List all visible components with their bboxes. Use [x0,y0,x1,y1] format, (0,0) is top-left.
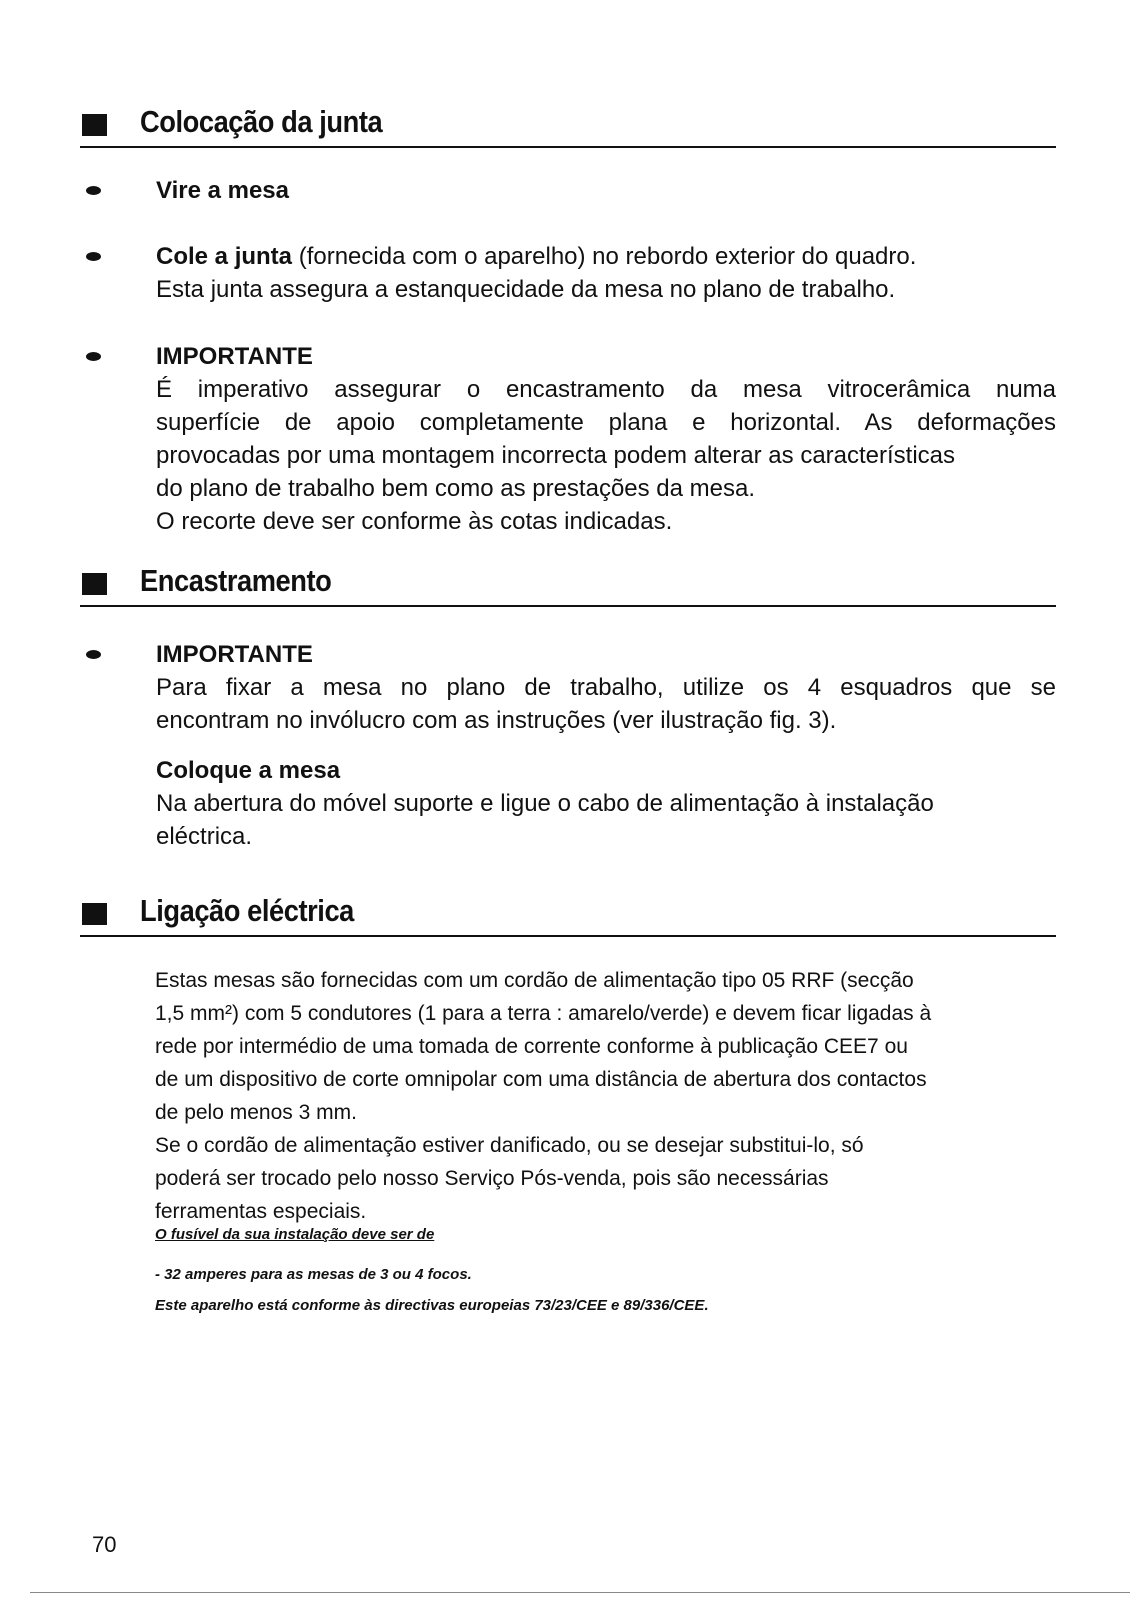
ligacao-paragraph [155,964,1055,1228]
paragraph-line: poderá ser trocado pelo nosso Serviço Pós-venda, pois são necessárias [155,1167,829,1190]
directive-note: Este aparelho está conforme às directivas europeias 73/23/CEE e 89/336/CEE. [155,1297,709,1314]
item-text: O recorte deve ser conforme às cotas indicadas. [156,508,673,535]
item-text: eléctrica. [156,823,253,850]
item-text: provocadas por uma montagem incorrecta podem alterar as características [156,442,956,469]
fuse-item: - 32 amperes para as mesas de 3 ou 4 focos. [155,1266,472,1283]
paragraph-line: rede por intermédio de uma tomada de corrente conforme à publicação CEE7 ou [155,1035,908,1058]
bullet-icon [86,252,101,261]
bullet-icon [86,650,101,659]
section-title: Ligação eléctrica [140,893,354,928]
item-text: Na abertura do móvel suporte e ligue o cabo de alimentação à instalação [156,790,934,817]
bullet-icon [86,352,101,361]
item-bold-text: Cole a junta [156,243,293,270]
spacer [156,737,1056,754]
fuse-heading: O fusível da sua instalação deve ser de [155,1226,435,1243]
bottom-rule [30,1592,1130,1593]
section-square-icon [82,573,107,595]
item-text: É imperativo assegurar o encastramento da mesa vitrocerâmica numa [156,376,1056,403]
section-square-icon [82,903,107,925]
paragraph-line: Se o cordão de alimentação estiver danificado, ou se desejar substitui-lo, só [155,1134,864,1157]
bullet-icon [86,186,101,195]
page-number: 70 [92,1532,117,1557]
item-text: (fornecida com o aparelho) no rebordo exterior do quadro. [292,243,917,270]
paragraph-line: de um dispositivo de corte omnipolar com uma distância de abertura dos contactos [155,1068,927,1091]
item-bold-text: IMPORTANTE [156,343,313,370]
item-bold-text: Vire a mesa [156,177,289,204]
section-title: Encastramento [140,563,332,598]
paragraph-line: de pelo menos 3 mm. [155,1101,357,1124]
paragraph-line: Estas mesas são fornecidas com um cordão de alimentação tipo 05 RRF (secção [155,969,914,992]
section-title: Colocação da junta [140,104,383,139]
item-bold-text: Coloque a mesa [156,757,341,784]
section-heading-colocacao-junta [80,104,1056,148]
item-text: Esta junta assegura a estanquecidade da mesa no plano de trabalho. [156,276,896,303]
section-heading-ligacao-electrica [80,893,1056,937]
section-square-icon [82,114,107,136]
section-heading-encastramento [80,563,1056,607]
item-text: superfície de apoio completamente plana e horizontal. As deformações [156,409,1056,436]
paragraph-line: 1,5 mm²) com 5 condutores (1 para a terra : amarelo/verde) e devem ficar ligadas à [155,1002,932,1025]
paragraph-line: ferramentas especiais. [155,1200,367,1223]
item-text: Para fixar a mesa no plano de trabalho, utilize os 4 esquadros que se [156,674,1056,701]
item-bold-text: IMPORTANTE [156,641,313,668]
item-text: encontram no invólucro com as instruções (ver ilustração fig. 3). [156,707,837,734]
item-text: do plano de trabalho bem como as prestações da mesa. [156,475,756,502]
